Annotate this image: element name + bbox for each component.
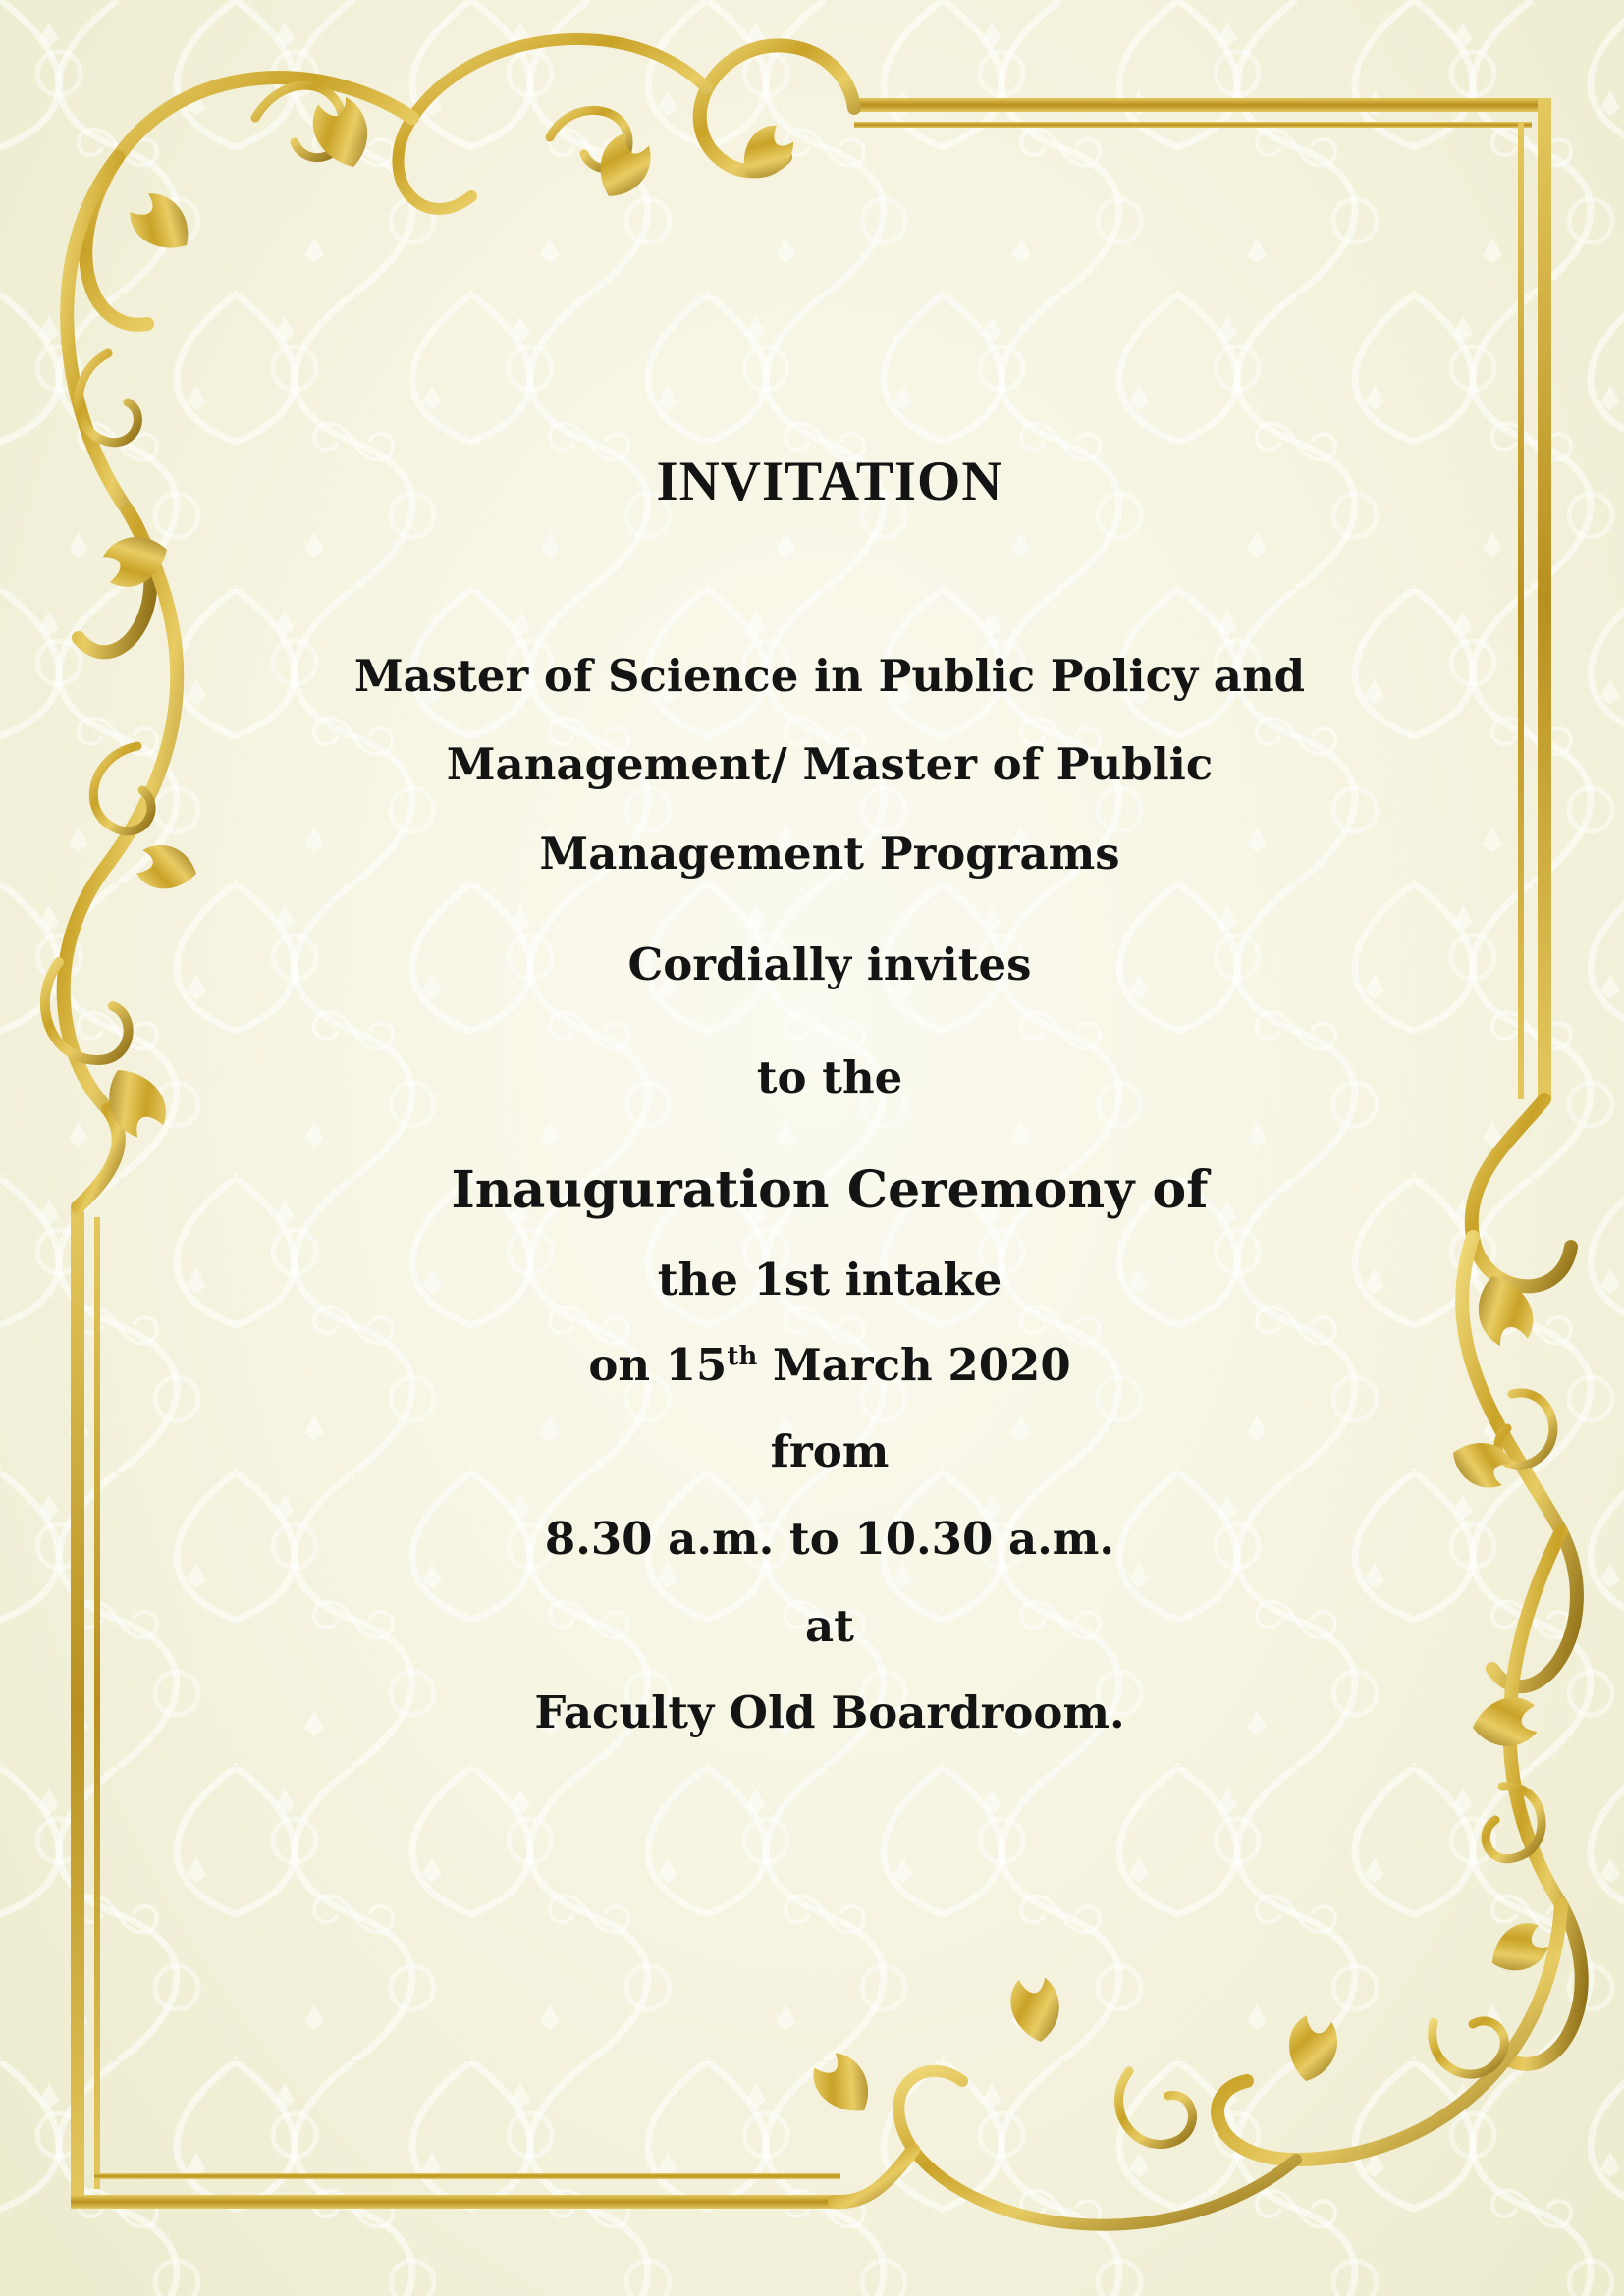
program-line-1: Master of Science in Public Policy and	[353, 650, 1306, 702]
date-rest: March 2020	[757, 1339, 1071, 1391]
date-prefix: on 15	[588, 1339, 728, 1391]
invitation-title: INVITATION	[656, 451, 1003, 512]
cordially-invites: Cordially invites	[627, 938, 1032, 990]
from-label: from	[770, 1425, 890, 1477]
at-label: at	[805, 1600, 854, 1652]
event-date	[245, 1339, 1414, 1391]
to-the: to the	[756, 1051, 903, 1103]
event-name: Inauguration Ceremony of	[451, 1160, 1209, 1220]
program-line-2: Management/ Master of Public	[446, 738, 1214, 790]
date-ordinal-suffix: th	[727, 1342, 758, 1371]
program-line-3: Management Programs	[539, 828, 1120, 880]
venue: Faculty Old Boardroom.	[534, 1686, 1125, 1738]
intake: the 1st intake	[657, 1254, 1002, 1306]
invitation-text	[245, 0, 1414, 2296]
event-time: 8.30 a.m. to 10.30 a.m.	[544, 1513, 1115, 1565]
